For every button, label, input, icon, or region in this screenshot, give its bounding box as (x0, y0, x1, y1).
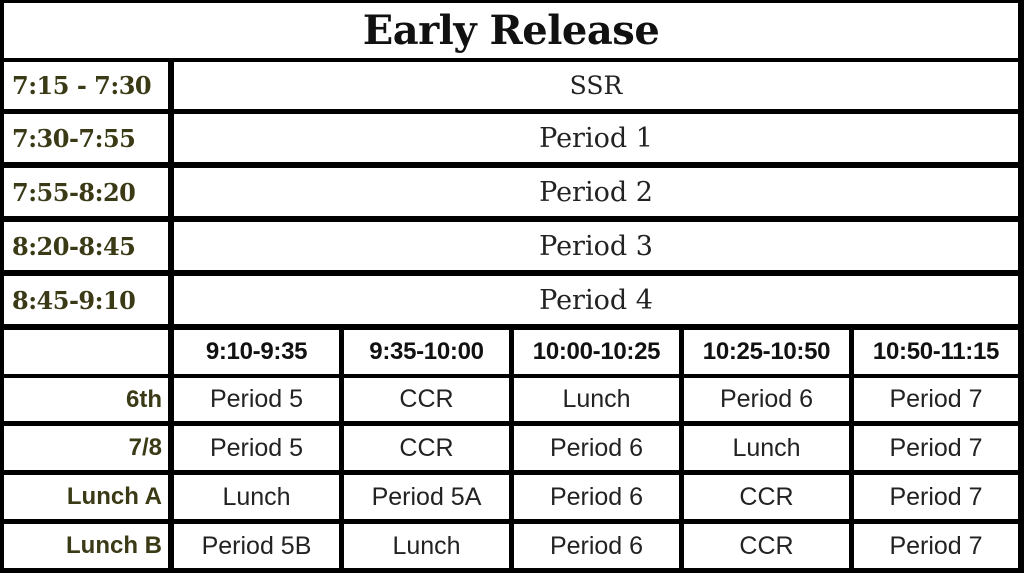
page-title: Early Release (4, 3, 1018, 58)
table-cell: Period 5B (174, 524, 339, 568)
time-block-label: 7:15 - 7:30 (4, 62, 168, 109)
table-cell: Lunch (344, 524, 509, 568)
table-cell: Period 5A (344, 475, 509, 519)
time-block-label: 8:20-8:45 (4, 222, 168, 270)
column-header: 10:25-10:50 (684, 330, 849, 374)
table-cell: CCR (684, 524, 849, 568)
time-block-label: 8:45-9:10 (4, 276, 168, 324)
table-cell: Period 5 (174, 378, 339, 421)
column-header: 10:00-10:25 (514, 330, 679, 374)
row-label: Lunch A (4, 475, 168, 519)
time-block-activity: SSR (174, 62, 1018, 109)
time-block-label: 7:30-7:55 (4, 114, 168, 162)
time-block-activity: Period 4 (174, 276, 1018, 324)
table-cell: CCR (344, 426, 509, 470)
time-block-activity: Period 1 (174, 114, 1018, 162)
table-cell: Lunch (174, 475, 339, 519)
row-label: 6th (4, 378, 168, 421)
table-cell: Period 7 (854, 426, 1018, 470)
row-label: Lunch B (4, 524, 168, 568)
table-cell: Period 7 (854, 524, 1018, 568)
column-header: 10:50-11:15 (854, 330, 1018, 374)
table-cell: Period 5 (174, 426, 339, 470)
table-cell: Period 6 (514, 524, 679, 568)
table-cell: CCR (344, 378, 509, 421)
table-cell: Period 6 (684, 378, 849, 421)
row-label: 7/8 (4, 426, 168, 470)
column-header: 9:10-9:35 (174, 330, 339, 374)
table-cell: Period 6 (514, 475, 679, 519)
time-block-activity: Period 2 (174, 168, 1018, 216)
table-cell: Lunch (684, 426, 849, 470)
table-cell: Period 7 (854, 378, 1018, 421)
table-cell: CCR (684, 475, 849, 519)
column-header: 9:35-10:00 (344, 330, 509, 374)
header-corner-cell (4, 330, 168, 374)
table-cell: Period 7 (854, 475, 1018, 519)
time-block-label: 7:55-8:20 (4, 168, 168, 216)
time-block-activity: Period 3 (174, 222, 1018, 270)
table-cell: Period 6 (514, 426, 679, 470)
table-cell: Lunch (514, 378, 679, 421)
